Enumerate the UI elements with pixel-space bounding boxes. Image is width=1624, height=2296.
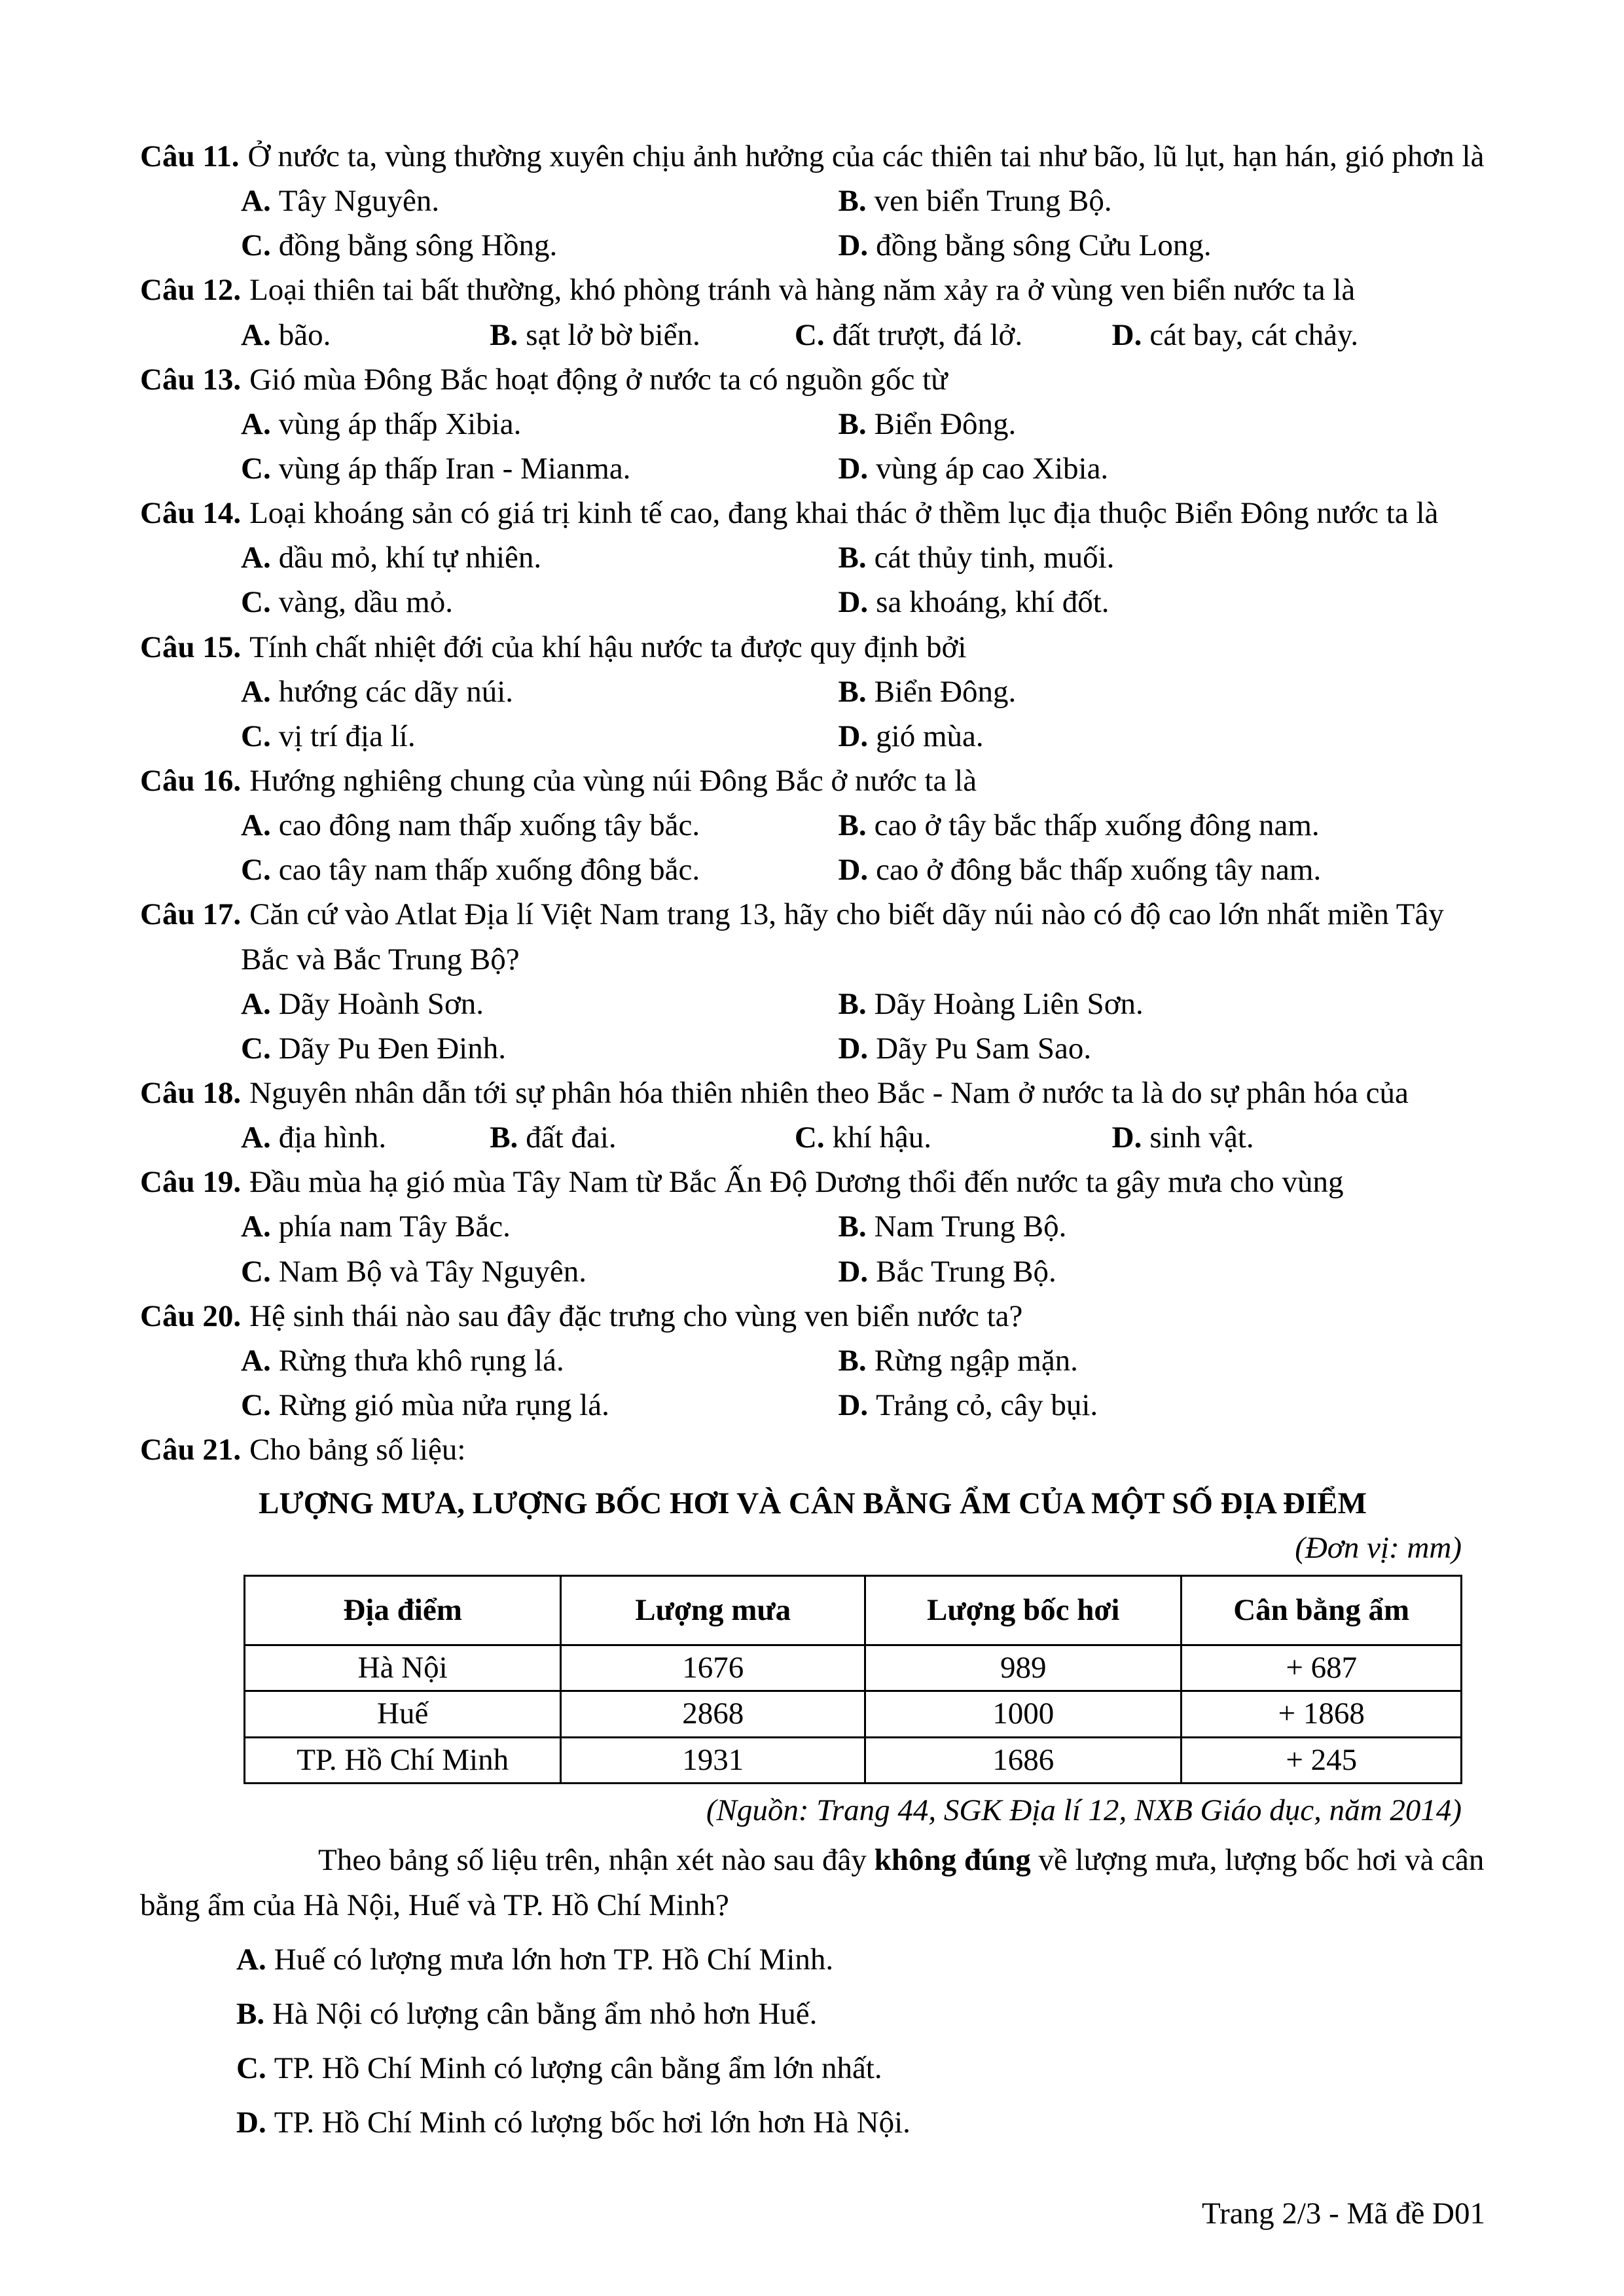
option-D bbox=[838, 1383, 1485, 1427]
question-number: Câu 14. bbox=[140, 496, 242, 531]
option-text: Dãy Hoành Sơn. bbox=[278, 986, 484, 1021]
option-label: D. bbox=[838, 1254, 869, 1289]
option-label: D. bbox=[236, 2106, 266, 2140]
table-row bbox=[245, 1691, 1462, 1737]
options-grid bbox=[241, 535, 1485, 624]
option-B bbox=[838, 982, 1485, 1026]
option-label: A. bbox=[241, 406, 271, 441]
question-text: Nguyên nhân dẫn tới sự phân hóa thiên nhiên theo Bắc - Nam ở nước ta là do sự phân hóa của bbox=[249, 1075, 1409, 1110]
option-text: sạt lở bờ biển. bbox=[526, 317, 700, 352]
option-A bbox=[241, 670, 838, 714]
option-label: B. bbox=[236, 1996, 265, 2031]
question-number: Câu 15. bbox=[140, 630, 242, 664]
option-B bbox=[838, 1338, 1485, 1383]
page-footer: Trang 2/3 - Mã đề D01 bbox=[1202, 2196, 1485, 2231]
option-text: sinh vật. bbox=[1149, 1121, 1254, 1155]
option-text: Biển Đông. bbox=[874, 674, 1017, 709]
option-label: D. bbox=[838, 1031, 869, 1066]
options-grid bbox=[241, 1338, 1485, 1427]
option-label: C. bbox=[241, 1254, 271, 1289]
option-label: D. bbox=[838, 228, 869, 263]
option-text: dầu mỏ, khí tự nhiên. bbox=[278, 541, 542, 575]
question-stem bbox=[140, 1294, 1485, 1338]
table-cell: 2868 bbox=[561, 1691, 865, 1737]
option-text: địa hình. bbox=[278, 1121, 387, 1155]
option-D bbox=[838, 446, 1485, 491]
option-D bbox=[838, 223, 1485, 268]
option-text: cát bay, cát chảy. bbox=[1149, 317, 1359, 352]
question-stem bbox=[140, 1427, 1485, 1472]
table-header-cell: Lượng bốc hơi bbox=[865, 1575, 1182, 1645]
option-label: A. bbox=[241, 184, 271, 219]
question21-option-line bbox=[236, 2046, 1485, 2090]
option-text: Tây Nguyên. bbox=[278, 184, 440, 219]
question-text: Hướng nghiêng chung của vùng núi Đông Bắc ở nước ta là bbox=[249, 763, 977, 798]
table-title: LƯỢNG MƯA, LƯỢNG BỐC HƠI VÀ CÂN BẰNG ẨM CỦA MỘT SỐ ĐỊA ĐIỂM bbox=[259, 1486, 1367, 1521]
option-label: A. bbox=[241, 986, 271, 1021]
option-text: gió mùa. bbox=[876, 719, 984, 753]
option-A bbox=[241, 402, 838, 446]
question-block bbox=[140, 1294, 1485, 1427]
option-label: C. bbox=[241, 585, 271, 620]
option-text: Rừng gió mùa nửa rụng lá. bbox=[278, 1388, 609, 1422]
question21-option-line bbox=[236, 1992, 1485, 2036]
note-text-after: về lượng mưa, lượng bốc hơi và cân bằng ẩm của Hà Nội, Huế và TP. Hồ Chí Minh? bbox=[140, 1843, 1485, 1922]
table-header-row bbox=[245, 1575, 1462, 1645]
question21-option-line bbox=[236, 2100, 1485, 2145]
option-C bbox=[795, 1115, 1112, 1160]
option-D bbox=[1112, 1115, 1485, 1160]
question-stem bbox=[140, 134, 1485, 179]
table-cell: 989 bbox=[865, 1645, 1182, 1691]
option-text: đồng bằng sông Cửu Long. bbox=[876, 228, 1212, 263]
option-C bbox=[241, 446, 838, 491]
option-text: TP. Hồ Chí Minh có lượng cân bằng ẩm lớn nhất. bbox=[274, 2051, 882, 2085]
option-label: A. bbox=[241, 1121, 271, 1155]
option-A bbox=[241, 982, 838, 1026]
options-grid bbox=[241, 1204, 1485, 1293]
option-label: D. bbox=[838, 719, 869, 753]
option-text: vùng áp thấp Iran - Mianma. bbox=[278, 451, 631, 486]
question-number: Câu 18. bbox=[140, 1075, 242, 1110]
option-text: hướng các dãy núi. bbox=[278, 674, 514, 709]
question-block bbox=[140, 625, 1485, 759]
option-label: B. bbox=[838, 808, 867, 843]
options-grid bbox=[241, 982, 1485, 1071]
table-cell: 1931 bbox=[561, 1737, 865, 1783]
option-A bbox=[241, 535, 838, 580]
note-text-before: Theo bảng số liệu trên, nhận xét nào sau đây bbox=[318, 1843, 875, 1878]
options-grid bbox=[241, 670, 1485, 759]
table-cell: + 687 bbox=[1182, 1645, 1462, 1691]
option-C bbox=[236, 2046, 1485, 2090]
option-label: A. bbox=[241, 317, 271, 352]
option-text: Rừng thưa khô rụng lá. bbox=[278, 1343, 564, 1378]
option-text: cao tây nam thấp xuống đông bắc. bbox=[278, 853, 700, 888]
questions-list bbox=[140, 134, 1485, 1427]
option-text: cao ở tây bắc thấp xuống đông nam. bbox=[874, 808, 1320, 843]
table-cell: 1000 bbox=[865, 1691, 1182, 1737]
option-label: D. bbox=[838, 585, 869, 620]
table-cell: 1686 bbox=[865, 1737, 1182, 1783]
option-text: sa khoáng, khí đốt. bbox=[876, 585, 1110, 620]
option-label: B. bbox=[838, 1343, 867, 1378]
question21-option-line bbox=[236, 1937, 1485, 1982]
question-number: Câu 13. bbox=[140, 362, 242, 397]
question-text: Gió mùa Đông Bắc hoạt động ở nước ta có nguồn gốc từ bbox=[249, 362, 948, 397]
table-cell: 1676 bbox=[561, 1645, 865, 1691]
option-B bbox=[490, 1115, 795, 1160]
option-label: D. bbox=[838, 451, 869, 486]
data-table bbox=[244, 1575, 1462, 1785]
option-label: A. bbox=[241, 674, 271, 709]
option-B bbox=[838, 803, 1485, 848]
option-text: cao ở đông bắc thấp xuống tây nam. bbox=[876, 853, 1322, 888]
option-text: Dãy Hoàng Liên Sơn. bbox=[874, 986, 1144, 1021]
option-A bbox=[241, 1204, 838, 1249]
question-number: Câu 17. bbox=[140, 897, 242, 932]
option-C bbox=[241, 848, 838, 892]
question-block bbox=[140, 892, 1485, 1071]
option-text: cao đông nam thấp xuống tây bắc. bbox=[278, 808, 700, 843]
option-text: ven biển Trung Bộ. bbox=[874, 184, 1112, 219]
option-text: Biển Đông. bbox=[874, 406, 1017, 441]
question-number: Câu 12. bbox=[140, 273, 242, 308]
question-number: Câu 20. bbox=[140, 1299, 242, 1333]
table-cell: Huế bbox=[245, 1691, 561, 1737]
option-text: cát thủy tinh, muối. bbox=[874, 541, 1115, 575]
option-text: vàng, dầu mỏ. bbox=[278, 585, 453, 620]
question-block bbox=[140, 759, 1485, 892]
question-number: Câu 21. bbox=[140, 1433, 242, 1467]
option-label: C. bbox=[241, 1031, 271, 1066]
option-label: C. bbox=[241, 451, 271, 486]
option-text: TP. Hồ Chí Minh có lượng bốc hơi lớn hơn Hà Nội. bbox=[274, 2106, 911, 2140]
option-label: A. bbox=[241, 808, 271, 843]
option-label: C. bbox=[241, 719, 271, 753]
option-label: B. bbox=[490, 317, 518, 352]
option-C bbox=[241, 1383, 838, 1427]
option-text: Bắc Trung Bộ. bbox=[876, 1254, 1056, 1289]
question-block-21 bbox=[140, 1427, 1485, 2145]
question-text: Hệ sinh thái nào sau đây đặc trưng cho vùng ven biển nước ta? bbox=[249, 1299, 1023, 1333]
option-text: vùng áp cao Xibia. bbox=[876, 451, 1109, 486]
option-D bbox=[838, 580, 1485, 624]
options-grid bbox=[241, 402, 1485, 491]
option-label: D. bbox=[1111, 317, 1142, 352]
question-block bbox=[140, 1160, 1485, 1293]
question-text: Đầu mùa hạ gió mùa Tây Nam từ Bắc Ấn Độ Dương thổi đến nước ta gây mưa cho vùng bbox=[249, 1165, 1344, 1200]
option-C bbox=[241, 1249, 838, 1294]
question-number: Câu 11. bbox=[140, 139, 240, 173]
option-text: khí hậu. bbox=[832, 1121, 932, 1155]
option-text: Dãy Pu Sam Sao. bbox=[876, 1031, 1092, 1066]
question-stem bbox=[140, 759, 1485, 803]
option-label: C. bbox=[236, 2051, 266, 2085]
option-A bbox=[241, 1338, 838, 1383]
option-B bbox=[838, 402, 1485, 446]
option-label: D. bbox=[838, 853, 869, 888]
option-text: Rừng ngập mặn. bbox=[874, 1343, 1078, 1378]
options-grid bbox=[241, 1115, 1485, 1160]
option-text: vùng áp thấp Xibia. bbox=[278, 406, 522, 441]
table-body bbox=[245, 1645, 1462, 1783]
option-label: C. bbox=[241, 1388, 271, 1422]
option-label: B. bbox=[838, 986, 867, 1021]
question-stem bbox=[140, 892, 1485, 981]
option-B bbox=[838, 179, 1485, 223]
question-text: Ở nước ta, vùng thường xuyên chịu ảnh hưởng của các thiên tai như bão, lũ lụt, hạn hán, gió phơn là bbox=[247, 139, 1485, 173]
question-block bbox=[140, 1071, 1485, 1160]
option-label: B. bbox=[838, 184, 867, 219]
option-label: B. bbox=[838, 541, 867, 575]
option-C bbox=[241, 714, 838, 759]
option-C bbox=[241, 580, 838, 624]
table-header-cell: Cân bằng ẩm bbox=[1182, 1575, 1462, 1645]
option-label: B. bbox=[490, 1121, 518, 1155]
options-grid bbox=[241, 179, 1485, 268]
question-number: Câu 16. bbox=[140, 763, 242, 798]
option-label: A. bbox=[241, 1343, 271, 1378]
option-D bbox=[838, 714, 1485, 759]
question-text: Cho bảng số liệu: bbox=[249, 1433, 466, 1467]
question-stem bbox=[140, 491, 1485, 535]
option-label: C. bbox=[241, 853, 271, 888]
option-label: C. bbox=[794, 317, 825, 352]
question-text: Loại khoáng sản có giá trị kinh tế cao, đang khai thác ở thềm lục địa thuộc Biển Đông nước ta là bbox=[249, 496, 1439, 531]
option-label: C. bbox=[241, 228, 271, 263]
table-cell: + 1868 bbox=[1182, 1691, 1462, 1737]
option-B bbox=[838, 535, 1485, 580]
option-label: A. bbox=[236, 1942, 266, 1977]
option-text: vị trí địa lí. bbox=[278, 719, 416, 753]
option-text: bão. bbox=[278, 317, 331, 352]
option-text: phía nam Tây Bắc. bbox=[278, 1210, 511, 1244]
table-header-cell: Lượng mưa bbox=[561, 1575, 865, 1645]
table-cell: + 245 bbox=[1182, 1737, 1462, 1783]
question-block bbox=[140, 134, 1485, 268]
question-text: Tính chất nhiệt đới của khí hậu nước ta được quy định bởi bbox=[249, 630, 967, 664]
question-stem bbox=[140, 625, 1485, 670]
option-A bbox=[236, 1937, 1485, 1982]
table-row bbox=[245, 1645, 1462, 1691]
question-text: Loại thiên tai bất thường, khó phòng tránh và hàng năm xảy ra ở vùng ven biển nước ta là bbox=[249, 273, 1356, 308]
option-A bbox=[241, 1115, 490, 1160]
question21-options bbox=[140, 1937, 1485, 2145]
note-paragraph bbox=[140, 1838, 1485, 1927]
option-label: B. bbox=[838, 1210, 867, 1244]
option-label: B. bbox=[838, 674, 867, 709]
note-text-bold: không đúng bbox=[874, 1843, 1031, 1878]
option-text: Trảng cỏ, cây bụi. bbox=[876, 1388, 1098, 1422]
option-label: D. bbox=[1111, 1121, 1142, 1155]
option-D bbox=[838, 1026, 1485, 1071]
option-C bbox=[241, 1026, 838, 1071]
option-B bbox=[838, 670, 1485, 714]
table-row bbox=[245, 1737, 1462, 1783]
option-text: đất đai. bbox=[526, 1121, 617, 1155]
option-A bbox=[241, 803, 838, 848]
question-stem bbox=[140, 268, 1485, 312]
option-D bbox=[838, 848, 1485, 892]
question-number: Câu 19. bbox=[140, 1165, 242, 1200]
options-grid bbox=[241, 803, 1485, 892]
options-grid bbox=[241, 313, 1485, 357]
option-D bbox=[236, 2100, 1485, 2145]
question-block bbox=[140, 491, 1485, 624]
table-cell: TP. Hồ Chí Minh bbox=[245, 1737, 561, 1783]
table-cell: Hà Nội bbox=[245, 1645, 561, 1691]
question-stem bbox=[140, 1071, 1485, 1115]
option-D bbox=[838, 1249, 1485, 1294]
option-text: Huế có lượng mưa lớn hơn TP. Hồ Chí Minh. bbox=[274, 1942, 834, 1977]
question-block bbox=[140, 357, 1485, 491]
option-label: B. bbox=[838, 406, 867, 441]
option-D bbox=[1112, 313, 1485, 357]
option-text: đất trượt, đá lở. bbox=[832, 317, 1023, 352]
option-A bbox=[241, 179, 838, 223]
option-text: Dãy Pu Đen Đinh. bbox=[278, 1031, 506, 1066]
option-text: Hà Nội có lượng cân bằng ẩm nhỏ hơn Huế. bbox=[272, 1996, 818, 2031]
option-C bbox=[241, 223, 838, 268]
table-header-cell: Địa điểm bbox=[245, 1575, 561, 1645]
table-unit-label: (Đơn vị: mm) bbox=[1295, 1531, 1462, 1566]
option-B bbox=[490, 313, 795, 357]
option-text: Nam Bộ và Tây Nguyên. bbox=[278, 1254, 587, 1289]
option-label: A. bbox=[241, 1210, 271, 1244]
question-stem bbox=[140, 357, 1485, 402]
option-B bbox=[236, 1992, 1485, 2036]
option-label: C. bbox=[794, 1121, 825, 1155]
option-label: A. bbox=[241, 541, 271, 575]
question-text: Căn cứ vào Atlat Địa lí Việt Nam trang 13, hãy cho biết dãy núi nào có độ cao lớn nhất miền Tây Bắc và Bắc Trung Bộ? bbox=[241, 897, 1444, 977]
table-source: (Nguồn: Trang 44, SGK Địa lí 12, NXB Giáo dục, năm 2014) bbox=[706, 1793, 1462, 1828]
option-A bbox=[241, 313, 490, 357]
question-stem bbox=[140, 1160, 1485, 1204]
option-text: Nam Trung Bộ. bbox=[874, 1210, 1067, 1244]
option-label: D. bbox=[838, 1388, 869, 1422]
option-text: đồng bằng sông Hồng. bbox=[278, 228, 558, 263]
option-B bbox=[838, 1204, 1485, 1249]
question-block bbox=[140, 268, 1485, 357]
option-C bbox=[795, 313, 1112, 357]
